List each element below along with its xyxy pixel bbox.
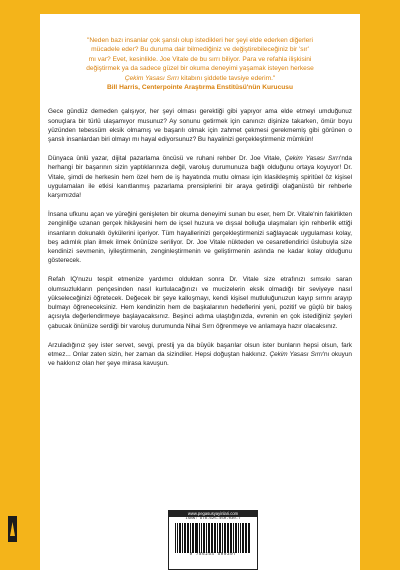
barcode-bar bbox=[211, 523, 213, 553]
barcode-bar bbox=[243, 523, 244, 553]
paragraph-2-start: Dünyaca ünlü yazar, dijital pazarlama öncüsü ve ruhani rehber Dr. Joe Vitale, bbox=[48, 155, 285, 163]
barcode-bar bbox=[238, 523, 239, 553]
quote-line: "Neden bazı insanlar çok şanslı olup istedikleri her şeyi elde ederken diğerleri bbox=[87, 37, 313, 44]
barcode-bar bbox=[177, 523, 178, 553]
left-border-band bbox=[0, 0, 40, 570]
endorsement-quote bbox=[52, 36, 348, 92]
quote-line: değiştirmek ya da sadece güzel bir okuma deneyimi yaşamak isteyen herkese bbox=[86, 65, 314, 73]
top-border-band bbox=[0, 0, 400, 14]
barcode-bar bbox=[233, 523, 234, 553]
isbn-barcode bbox=[168, 510, 258, 570]
publisher-website: www.pegasusyayinlari.com bbox=[169, 511, 257, 517]
isbn-text: ISBN: 978-625-450-030-7 bbox=[185, 517, 241, 521]
right-border-band bbox=[360, 0, 400, 570]
paragraph-5-book-title: Çekim Yasası Sırrı bbox=[269, 350, 323, 358]
barcode-bar bbox=[204, 523, 205, 553]
barcode-bar bbox=[175, 523, 176, 553]
paragraph-5-end: 'nı okuyun ve hakkınız olan her şeye mirasa kavuşun. bbox=[48, 350, 352, 368]
barcode-bar bbox=[227, 523, 229, 553]
barcode-bar bbox=[235, 523, 236, 553]
barcode-bar bbox=[193, 523, 194, 553]
barcode-bar bbox=[201, 523, 202, 553]
description-paragraph-3: İnsana ufkunu açan ve yüreğini genişleten bir okuma deneyimi sunan bu eser, hem Dr. Vitale'nin fakirlikten zenginliğe uzanan gerçek hikâyesini hem de içsel huzura ve dışsal bolluğa ulaşmaları için rehberlik ettiği insanların dokunaklı öykülerini içeriyor. Tüm hayallerinizi gerçekleştirmenizi sağlayacak uygulaması kolay, beş adımlık plan ilmek ilmek önünüze seriliyor. Dr. Joe Vitale nükteden ve cesaretlendirici üslubuyla size kendinizi sevmenin, iyileştirmenin, zenginleştirmenin ve geliştirmenin aslında ne kadar kolay olduğunu gösterecek. bbox=[48, 211, 352, 265]
barcode-bar bbox=[195, 523, 196, 553]
barcode-bar bbox=[214, 523, 215, 553]
barcode-bar bbox=[248, 523, 249, 553]
barcode-bar bbox=[215, 523, 216, 553]
barcode-bar bbox=[180, 523, 181, 553]
barcode-bar bbox=[220, 523, 221, 553]
barcode-bar bbox=[242, 523, 243, 553]
description-body bbox=[48, 107, 352, 368]
barcode-bar bbox=[209, 523, 210, 553]
quote-recommendation-tail: kitabını şiddetle tavsiye ederim." bbox=[179, 74, 276, 82]
quote-book-title: Çekim Yasası Sırrı bbox=[124, 74, 180, 82]
barcode-bar bbox=[208, 523, 209, 553]
barcode-bar bbox=[179, 523, 180, 553]
quote-line: mücadele eder? Bu duruma dair bilmediğiniz ve değiştirebileceğiniz bir 'sır' bbox=[91, 46, 309, 54]
barcode-bar bbox=[225, 523, 226, 553]
barcode-bar bbox=[245, 523, 247, 553]
barcode-bar bbox=[184, 523, 186, 553]
barcode-bar bbox=[196, 523, 198, 553]
barcode-bar bbox=[217, 523, 218, 553]
barcode-bar bbox=[182, 523, 183, 553]
paragraph-2-end: 'nda herhangi bir başarının sizin yaptıklarınıza değil, varoluş durumunuza bağlı olduğunu ortaya koyuyor! Dr. Vitale, şimdi de herkesin hem özel hem de iş hayatında mutlu olması için klasikleşmiş spiritüel öz kişisel uygulamaları ile etkisi kanıtlanmış pazarlama prensiplerini bir araya getirdiği olağanüstü bir rehberle karşımızda! bbox=[48, 155, 352, 200]
barcode-bars bbox=[175, 523, 251, 553]
publisher-logo-icon bbox=[8, 516, 17, 542]
barcode-bar bbox=[249, 523, 250, 553]
paragraph-2-book-title: Çekim Yasası Sırrı bbox=[284, 155, 341, 163]
barcode-bar bbox=[187, 523, 188, 553]
paragraph-5-start: Arzuladığınız şey ister servet, sevgi, prestij ya da büyük başarılar olsun ister bunların hepsi olsun, fark etmez... Onlar zaten sizin, her zaman da sizindiler. Hepsi doğuştan hakkınız. bbox=[48, 341, 352, 358]
barcode-bar bbox=[190, 523, 191, 553]
description-paragraph-4: Refah IQ'nuzu tespit etmenize yardımcı olduktan sonra Dr. Vitale size etrafınızı sımsıkı saran olumsuzlukların pençesinden nasıl kurtulacağınızı ve mucizelerin eksik olmadığı bir seviyeye nasıl yükseleceğinizi öğretecek. Değecek bir şeye kalkışmayı, kendi kişisel mutluluğunuzun kayıp sırrını arayıp bulmayı öğreneceksiniz. Hem kendinizin hem de başkalarının hedeflerini yeni, pozitif ve güçlü bir bakış açısıyla değerlendirmeye başlayacaksınız. Beşinci adıma ulaştığınızda, evrenin en çok istediğiniz şeyleri çabucak önünüze serdiği bir varoluş durumunda Nihai Sırrı öğrenmeye ve anlamaya hazır olacaksınız. bbox=[48, 276, 352, 330]
description-paragraph-5 bbox=[48, 341, 352, 369]
description-paragraph-1: Gece gündüz demeden çalışıyor, her şeyi olması gerektiği gibi yapıyor ama elde etmeyi umduğunuz sonuçlara bir türlü ulaşamıyor musunuz? Ay sonunu getirmek için canınızı dişinize takarken, ömür boyu yüzünden tebessüm eksik olmamış ve başarılı olmak için zahmet çekmesi gerekmemiş gibi görünen o şanslı insanlardan biri olmayı mı hayal ediyorsunuz? Bu hayalinizi gerçekleştirmeniz mümkün! bbox=[48, 108, 352, 144]
quote-author: Bill Harris, Centerpointe Araştırma Enstitüsü'nün Kurucusu bbox=[107, 84, 293, 92]
barcode-bar bbox=[192, 523, 193, 553]
barcode-bar bbox=[188, 523, 189, 553]
barcode-bar bbox=[199, 523, 200, 553]
barcode-bar bbox=[206, 523, 207, 553]
quote-recommendation-line bbox=[52, 74, 348, 83]
description-paragraph-2 bbox=[48, 154, 352, 200]
barcode-bar bbox=[230, 523, 231, 553]
quote-line: mı var? Evet, kesinlikle. Joe Vitale de bu sırrı biliyor. Para ve refahla ilişkisini bbox=[88, 55, 312, 63]
barcode-bar bbox=[203, 523, 204, 553]
barcode-bar bbox=[222, 523, 223, 553]
cover-text-panel bbox=[40, 14, 360, 570]
barcode-number: 9 786254 500307 bbox=[189, 553, 237, 557]
barcode-bar bbox=[240, 523, 241, 553]
barcode-bar bbox=[219, 523, 220, 553]
barcode-bar bbox=[231, 523, 232, 553]
barcode-bar bbox=[236, 523, 237, 553]
barcode-bar bbox=[224, 523, 225, 553]
